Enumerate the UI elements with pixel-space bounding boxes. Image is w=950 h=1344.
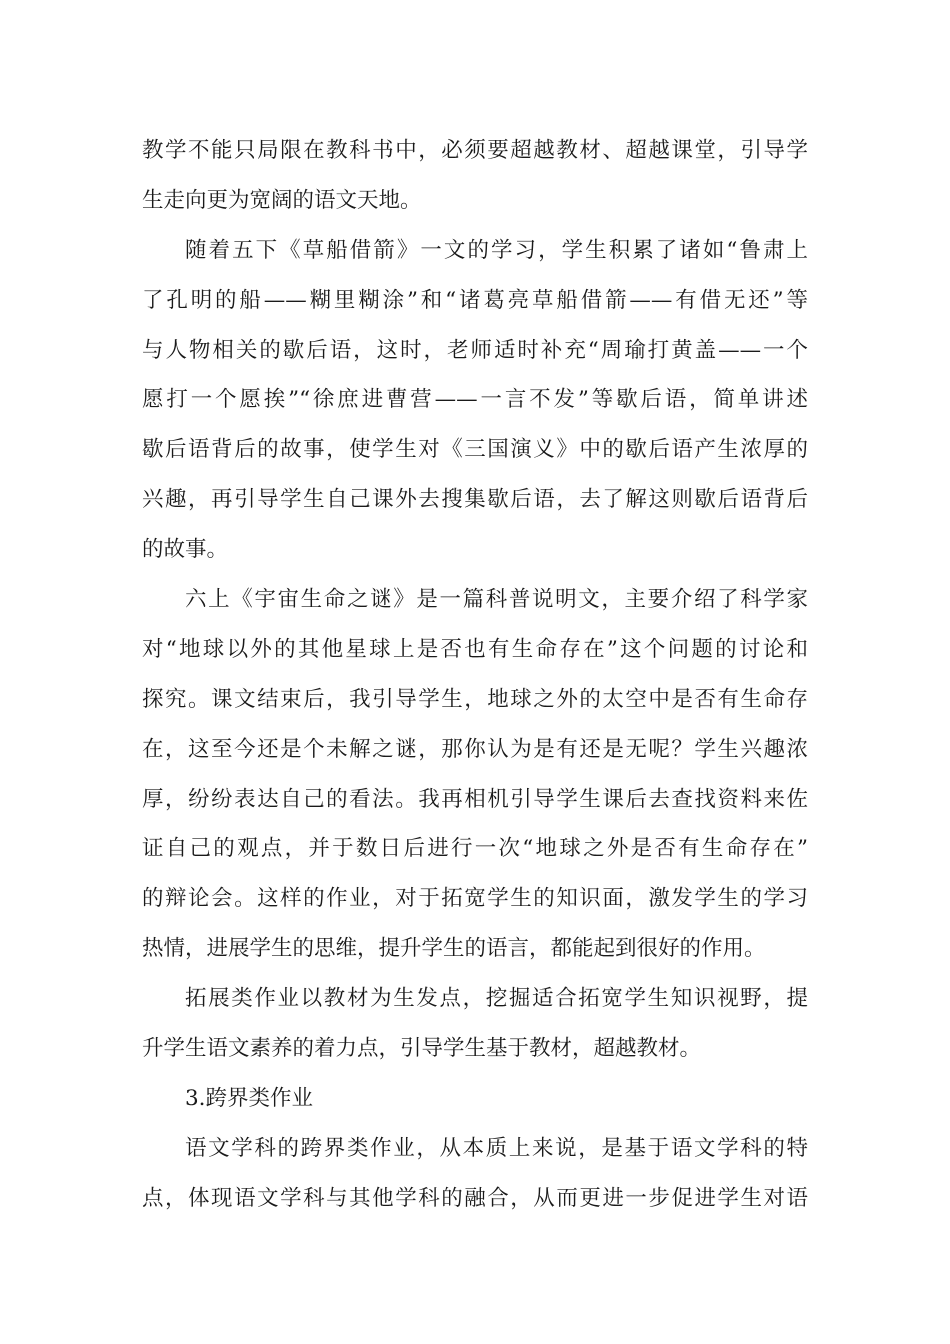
text-line: 愿打一个愿挨”“徐庶进曹营——一言不发”等歇后语，简单讲述 bbox=[142, 387, 808, 413]
text-line: 兴趣，再引导学生自己课外去搜集歇后语，去了解这则歇后语背后 bbox=[142, 487, 808, 513]
text-line: 证自己的观点，并于数日后进行一次“地球之外是否有生命存在” bbox=[142, 836, 808, 862]
paragraph-first-line: 随着五下《草船借箭》一文的学习，学生积累了诸如“鲁肃上 bbox=[185, 237, 808, 263]
paragraph-first-line: 语文学科的跨界类作业，从本质上来说，是基于语文学科的特 bbox=[185, 1135, 808, 1161]
text-line: 在，这至今还是个未解之谜，那你认为是有还是无呢？学生兴趣浓 bbox=[142, 736, 808, 762]
text-line: 教学不能只局限在教科书中，必须要超越教材、超越课堂，引导学 bbox=[142, 138, 808, 163]
section-heading: 3.跨界类作业 bbox=[185, 1085, 314, 1111]
paragraph-first-line: 六上《宇宙生命之谜》是一篇科普说明文，主要介绍了科学家 bbox=[185, 587, 808, 613]
text-line: 厚，纷纷表达自己的看法。我再相机引导学生课后去查找资料来佐 bbox=[142, 786, 808, 812]
text-line: 热情，进展学生的思维，提升学生的语言，都能起到很好的作用。 bbox=[142, 936, 766, 962]
text-line: 了孔明的船——糊里糊涂”和“诸葛亮草船借箭——有借无还”等 bbox=[142, 287, 808, 313]
text-line: 对“地球以外的其他星球上是否也有生命存在”这个问题的讨论和 bbox=[142, 636, 808, 662]
document-body bbox=[142, 126, 808, 1224]
text-line: 点，体现语文学科与其他学科的融合，从而更进一步促进学生对语 bbox=[142, 1185, 808, 1211]
text-line: 与人物相关的歇后语，这时，老师适时补充“周瑜打黄盖——一个 bbox=[142, 337, 808, 363]
text-line: 歇后语背后的故事，使学生对《三国演义》中的歇后语产生浓厚的 bbox=[142, 437, 808, 463]
paragraph-first-line: 拓展类作业以教材为生发点，挖掘适合拓宽学生知识视野，提 bbox=[185, 986, 808, 1012]
text-line: 的辩论会。这样的作业，对于拓宽学生的知识面，激发学生的学习 bbox=[142, 886, 808, 912]
text-line: 升学生语文素养的着力点，引导学生基于教材，超越教材。 bbox=[142, 1036, 702, 1062]
text-line: 的故事。 bbox=[142, 537, 229, 563]
text-line: 探究。课文结束后，我引导学生，地球之外的太空中是否有生命存 bbox=[142, 686, 808, 712]
text-line: 生走向更为宽阔的语文天地。 bbox=[142, 187, 422, 213]
